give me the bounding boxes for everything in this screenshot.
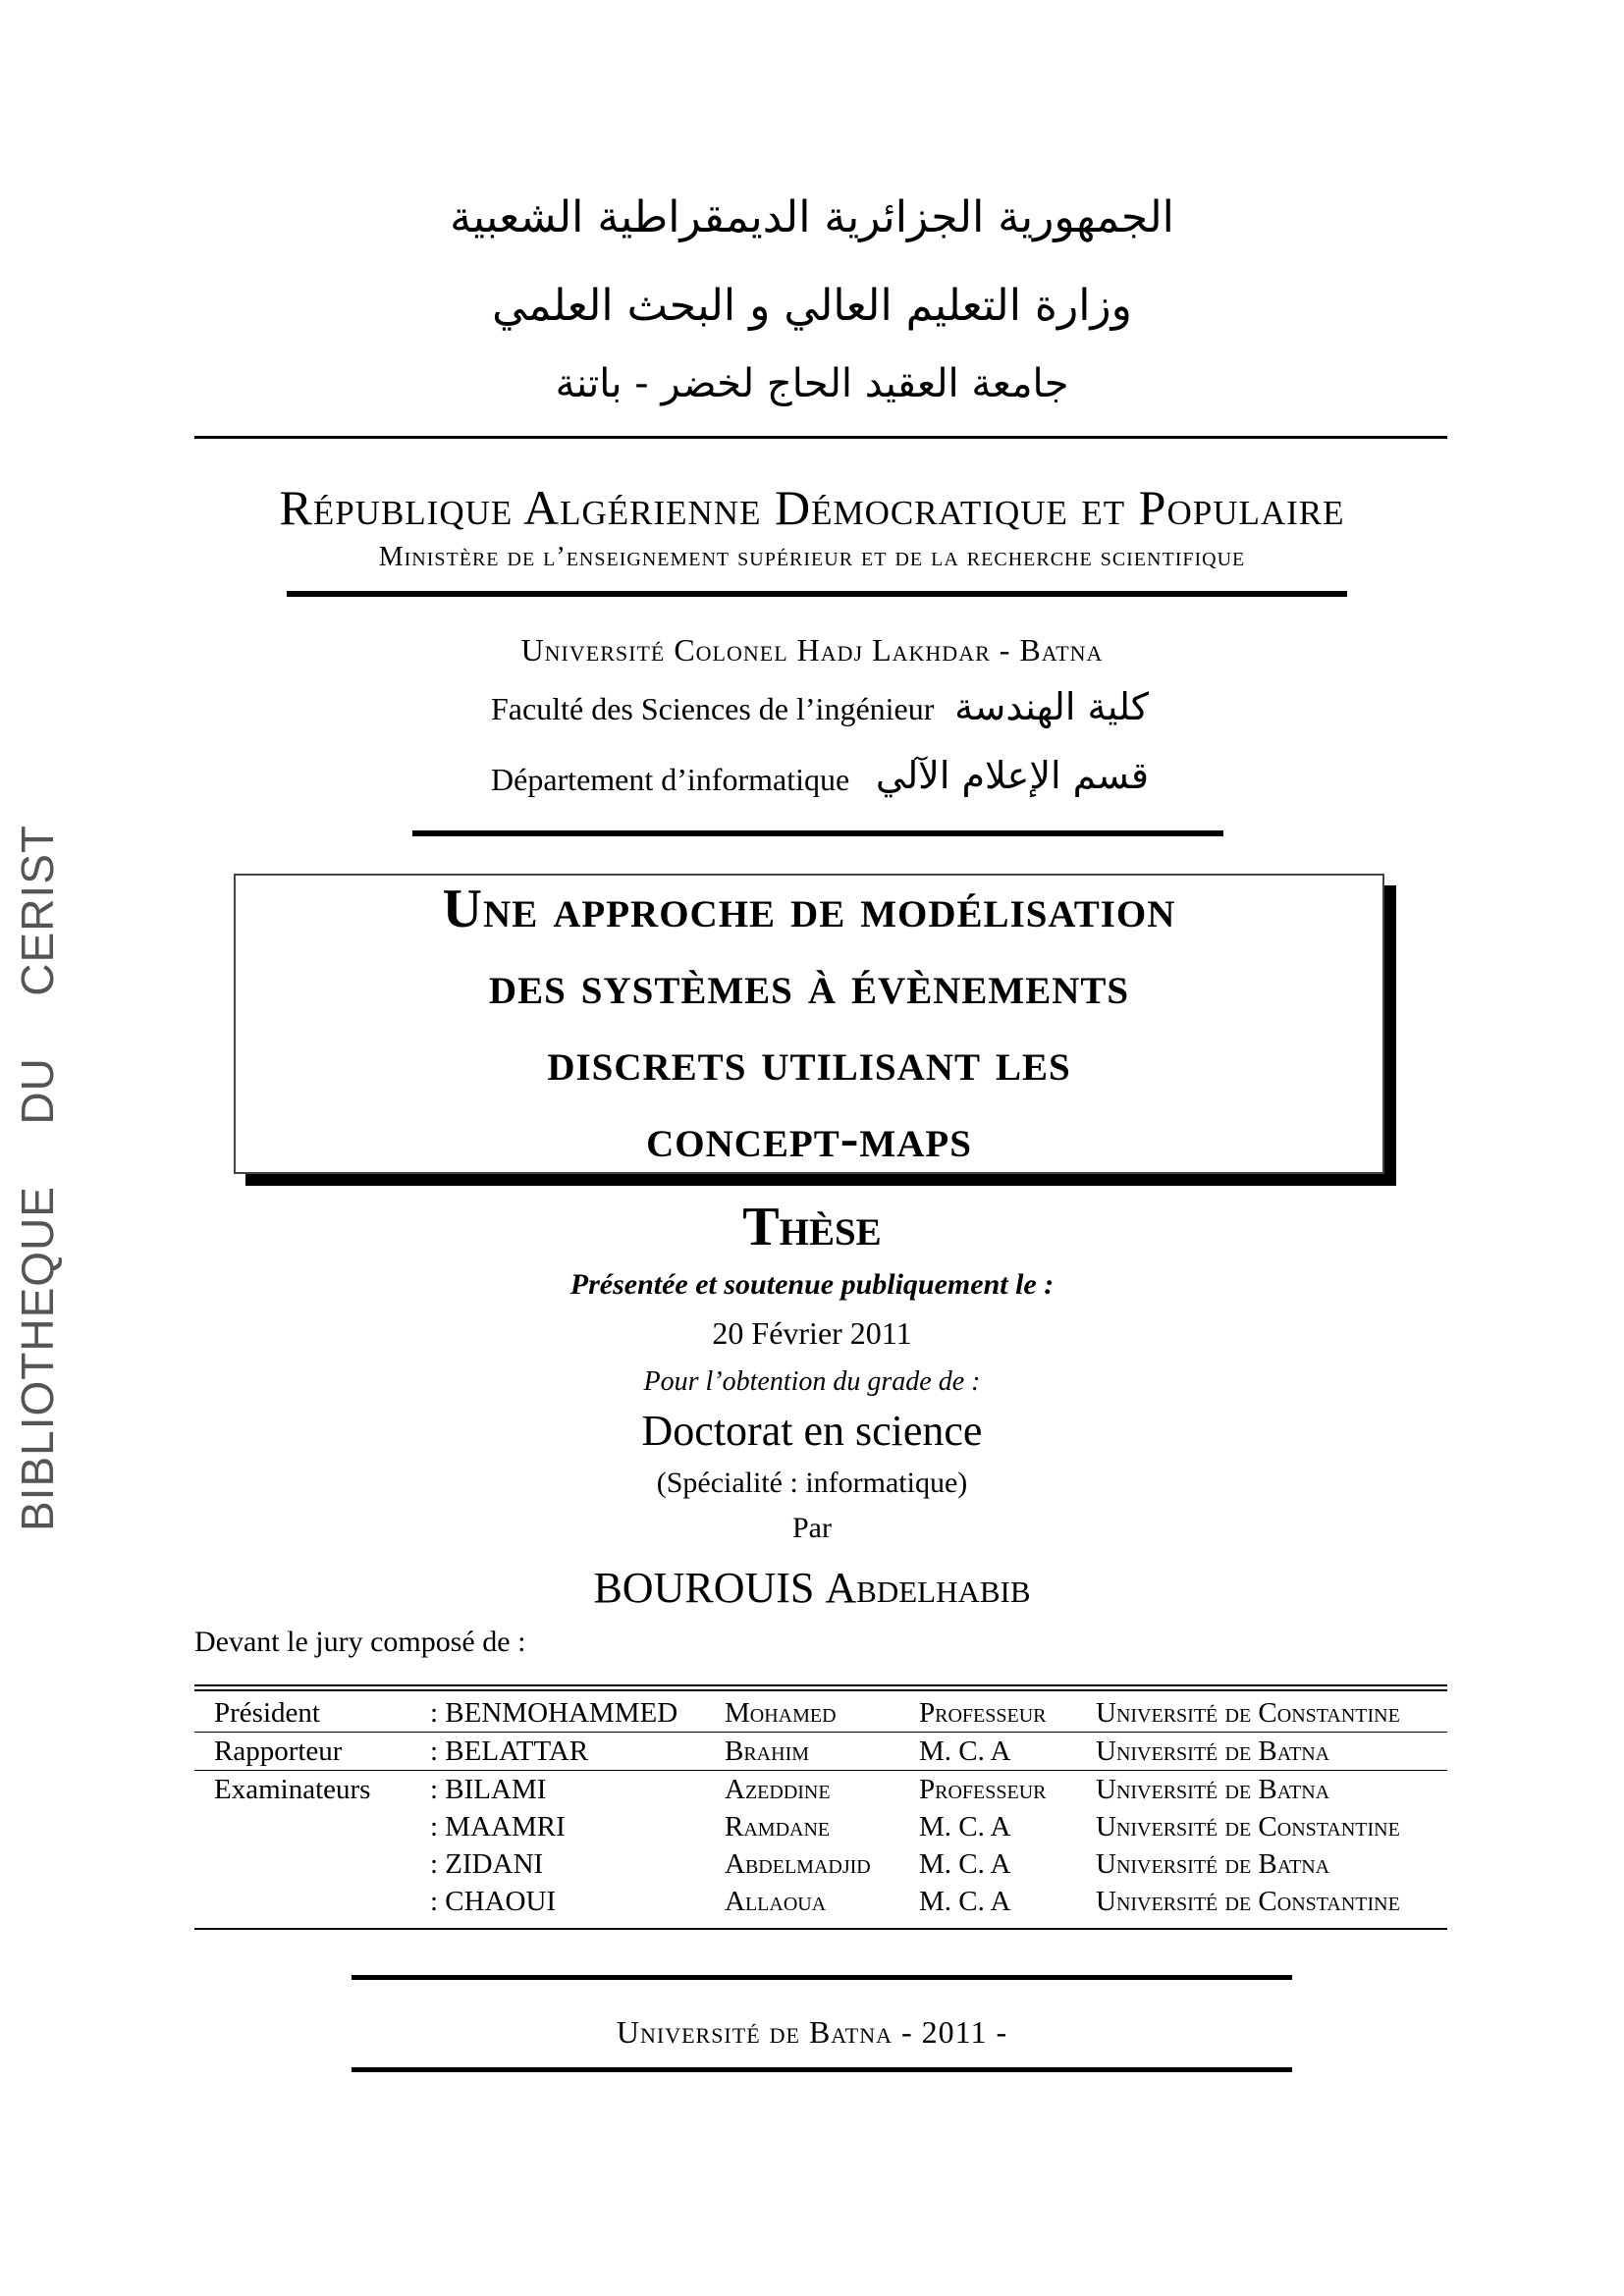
department-fr: Département d’informatique xyxy=(491,762,850,797)
footer-bottom-rule xyxy=(352,2067,1292,2072)
jury-role xyxy=(194,1808,430,1845)
department-rule xyxy=(412,830,1223,836)
ministry-rule xyxy=(287,591,1347,597)
footer-top-rule xyxy=(352,1975,1292,1980)
jury-grade: M. C. A xyxy=(919,1810,1011,1842)
jury-grade: M. C. A xyxy=(919,1885,1011,1917)
watermark-word: CERIST xyxy=(12,825,63,996)
jury-university: Université de Constantine xyxy=(1096,1810,1400,1842)
jury-first-name: Mohamed xyxy=(725,1694,919,1733)
title-line: Une approche de modélisation xyxy=(442,879,1176,939)
author-name xyxy=(0,1563,1624,1613)
jury-first-name: Allaoua xyxy=(725,1885,827,1917)
jury-role: Examinateurs xyxy=(214,1773,371,1805)
faculty-ar: كلية الهندسة xyxy=(954,685,1149,728)
jury-grade: Professeur xyxy=(919,1694,1096,1733)
footer-university-year: Université de Batna - 2011 - xyxy=(616,2014,1008,2050)
jury-role: Rapporteur xyxy=(194,1733,430,1771)
jury-grade: M. C. A xyxy=(919,1733,1096,1771)
jury-first-name: Abdelmadjid xyxy=(725,1847,871,1880)
by-label: Par xyxy=(792,1512,832,1544)
jury-last-name: : BILAMI xyxy=(430,1773,547,1805)
faculty-fr: Faculté des Sciences de l’ingénieur xyxy=(491,691,935,726)
arabic-republic: الجمهورية الجزائرية الديمقراطية الشعبية xyxy=(450,192,1174,242)
obtention-label: Pour l’obtention du grade de : xyxy=(643,1366,981,1397)
author-first-name: Abdelhabib xyxy=(825,1564,1031,1612)
table-row xyxy=(194,1694,1447,1733)
table-row xyxy=(194,1771,1447,1809)
jury-university: Université de Constantine xyxy=(1096,1885,1400,1917)
jury-last-name: : BELATTAR xyxy=(430,1733,725,1771)
jury-bottom-rule xyxy=(194,1928,1447,1930)
title-line: des systèmes à évènements xyxy=(488,955,1130,1016)
header-rule xyxy=(194,436,1447,439)
table-row xyxy=(194,1733,1447,1771)
jury-first-name: Azeddine xyxy=(725,1773,831,1805)
jury-first-name: Ramdane xyxy=(725,1810,831,1842)
degree-name: Doctorat en science xyxy=(641,1407,983,1455)
university-name: Université Colonel Hadj Lakhdar - Batna xyxy=(520,632,1104,667)
jury-last-name: : BENMOHAMMED xyxy=(430,1694,725,1733)
jury-grade: M. C. A xyxy=(919,1847,1011,1880)
watermark-word: BIBLIOTHEQUE xyxy=(12,1186,63,1531)
title-line: concept-maps xyxy=(646,1108,972,1169)
arabic-ministry: وزارة التعليم العالي و البحث العلمي xyxy=(492,281,1132,331)
author-last-name: BOUROUIS xyxy=(593,1564,815,1612)
jury-top-rule xyxy=(194,1689,1447,1691)
department-ar: قسم الإعلام الآلي xyxy=(875,754,1149,797)
table-row xyxy=(194,1883,1447,1920)
jury-last-name: : ZIDANI xyxy=(430,1847,544,1880)
jury-grade: Professeur xyxy=(919,1773,1047,1805)
jury-top-rule xyxy=(194,1684,1447,1686)
jury-table xyxy=(194,1694,1447,1920)
table-row xyxy=(194,1808,1447,1845)
republic-heading: République Algérienne Démocratique et Populaire xyxy=(279,480,1345,535)
jury-role xyxy=(194,1883,430,1920)
jury-intro: Devant le jury composé de : xyxy=(194,1626,526,1658)
document-type: Thèse xyxy=(742,1197,882,1257)
jury-last-name: : MAAMRI xyxy=(430,1810,566,1842)
jury-role xyxy=(194,1845,430,1883)
specialty: (Spécialité : informatique) xyxy=(656,1467,968,1499)
table-row xyxy=(194,1845,1447,1883)
thesis-title-box xyxy=(234,874,1384,1174)
ministry-heading: Ministère de l’enseignement supérieur et de la recherche scientifique xyxy=(378,542,1246,572)
arabic-university: جامعة العقيد الحاج لخضر - باتنة xyxy=(555,361,1069,406)
jury-university: Université de Batna xyxy=(1096,1847,1330,1880)
jury-role: Président xyxy=(194,1694,430,1733)
defense-date: 20 Février 2011 xyxy=(712,1315,912,1351)
jury-university: Université de Batna xyxy=(1096,1773,1330,1805)
jury-university: Université de Batna xyxy=(1096,1733,1447,1771)
jury-first-name: Brahim xyxy=(725,1733,919,1771)
watermark-word: DU xyxy=(12,1057,63,1125)
title-line: discrets utilisant les xyxy=(547,1032,1071,1093)
jury-university: Université de Constantine xyxy=(1096,1694,1447,1733)
jury-last-name: : CHAOUI xyxy=(430,1885,557,1917)
presented-label: Présentée et soutenue publiquement le : xyxy=(569,1268,1055,1301)
